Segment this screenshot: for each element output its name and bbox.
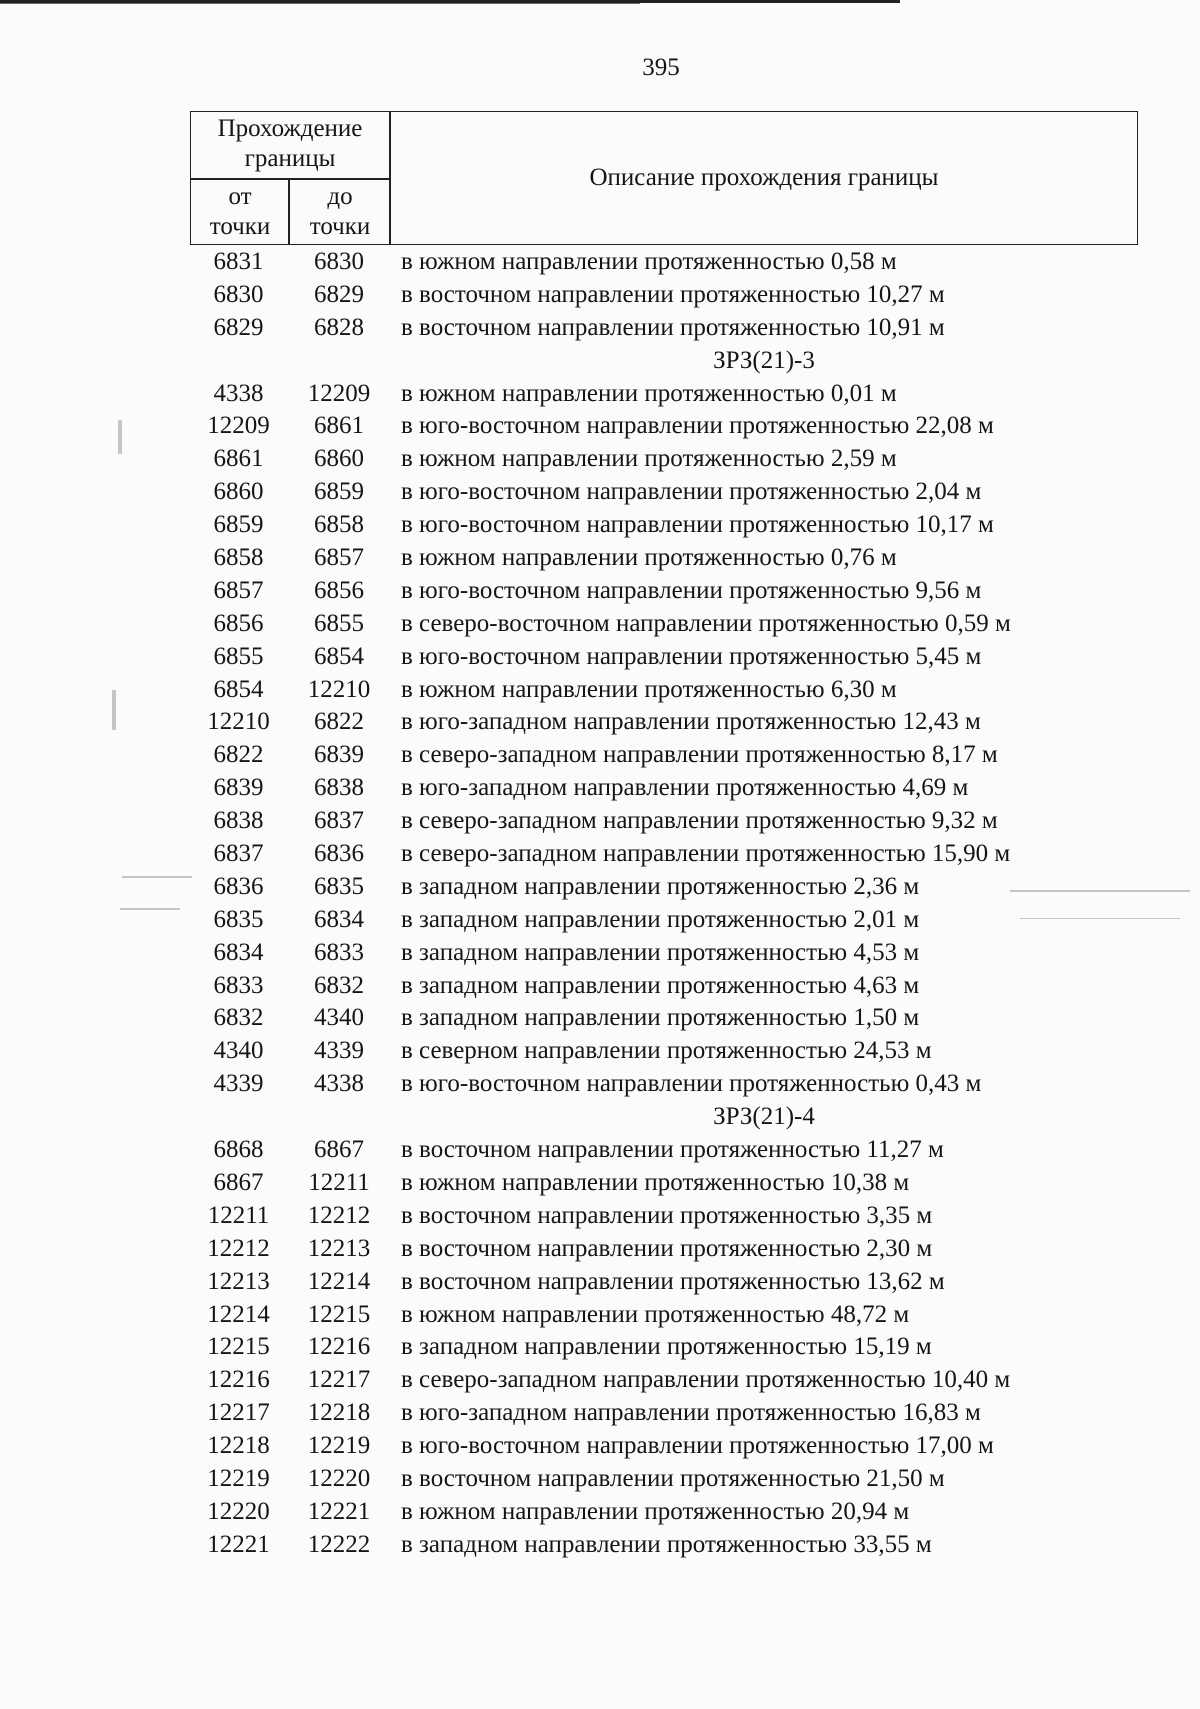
table-row <box>0 1034 1200 1067</box>
from-point-cell: 6856 <box>213 609 264 637</box>
from-point-cell: 6855 <box>213 642 264 670</box>
table-row <box>0 1265 1200 1298</box>
header-divider <box>288 178 290 245</box>
from-point-cell: 6833 <box>213 971 264 999</box>
description-cell: в западном направлении протяженностью 15,19 м <box>401 1333 932 1361</box>
to-point-cell: 4338 <box>314 1070 364 1098</box>
table-row <box>0 1067 1200 1100</box>
from-point-cell: 6830 <box>213 280 264 308</box>
table-row <box>0 804 1200 837</box>
section-title: ЗРЗ(21)-4 <box>713 1103 815 1131</box>
from-point-cell: 12218 <box>207 1432 270 1460</box>
table-row <box>0 705 1200 738</box>
table-row <box>0 278 1200 311</box>
to-point-cell: 6858 <box>314 511 364 539</box>
to-point-cell: 12214 <box>307 1267 371 1295</box>
from-point-cell: 6837 <box>213 840 264 868</box>
table-row <box>0 1199 1200 1232</box>
table-row <box>0 442 1200 475</box>
to-point-cell: 4339 <box>314 1037 364 1065</box>
table-row <box>0 1363 1200 1396</box>
to-point-cell: 12217 <box>307 1366 371 1394</box>
table-row <box>0 1429 1200 1462</box>
description-cell: в северо-западном направлении протяженностью 15,90 м <box>401 840 1011 868</box>
section-heading-row <box>0 344 1200 377</box>
description-cell: в северо-восточном направлении протяженностью 0,59 м <box>401 609 1011 637</box>
table-row <box>0 1166 1200 1199</box>
table-row <box>0 837 1200 870</box>
table-row <box>0 1528 1200 1561</box>
description-cell: в северо-западном направлении протяженностью 9,32 м <box>401 807 998 835</box>
header-from: от точки <box>209 183 271 240</box>
table-row <box>0 771 1200 804</box>
to-point-cell: 6854 <box>314 642 364 670</box>
to-point-cell: 12212 <box>307 1201 371 1229</box>
description-cell: в западном направлении протяженностью 2,01 м <box>401 905 920 933</box>
from-point-cell: 6867 <box>213 1168 264 1196</box>
table-row <box>0 936 1200 969</box>
description-cell: в южном направлении протяженностью 0,76 м <box>401 544 897 572</box>
scan-artifact <box>1010 890 1190 892</box>
to-point-cell: 12222 <box>307 1530 371 1558</box>
table-row <box>0 1133 1200 1166</box>
to-point-cell: 6861 <box>314 412 364 440</box>
to-point-cell: 12220 <box>307 1464 371 1492</box>
table-row <box>0 1298 1200 1331</box>
header-description: Описание прохождения границы <box>589 164 939 191</box>
from-point-cell: 12221 <box>207 1530 270 1558</box>
from-point-cell: 6835 <box>213 905 264 933</box>
description-cell: в восточном направлении протяженностью 10,91 м <box>401 313 945 341</box>
to-point-cell: 6855 <box>314 609 364 637</box>
from-point-cell: 12214 <box>207 1300 270 1328</box>
description-cell: в юго-восточном направлении протяженностью 9,56 м <box>401 576 982 604</box>
description-cell: в северном направлении протяженностью 24,53 м <box>401 1037 932 1065</box>
to-point-cell: 6835 <box>314 872 364 900</box>
boundary-table-body <box>0 245 1200 1561</box>
to-point-cell: 12221 <box>307 1497 371 1525</box>
scan-artifact <box>122 876 192 878</box>
table-row <box>0 738 1200 771</box>
to-point-cell: 6833 <box>314 938 364 966</box>
table-row <box>0 1495 1200 1528</box>
to-point-cell: 12210 <box>307 675 371 703</box>
description-cell: в восточном направлении протяженностью 10,27 м <box>401 280 945 308</box>
description-cell: в западном направлении протяженностью 4,63 м <box>401 971 920 999</box>
table-row <box>0 1330 1200 1363</box>
scan-artifact <box>1020 918 1180 919</box>
description-cell: в юго-восточном направлении протяженностью 0,43 м <box>401 1070 982 1098</box>
description-cell: в восточном направлении протяженностью 3,35 м <box>401 1201 933 1229</box>
table-row <box>0 245 1200 278</box>
table-row <box>0 1462 1200 1495</box>
scan-top-edge-line <box>0 3 640 4</box>
section-heading-row <box>0 1100 1200 1133</box>
description-cell: в западном направлении протяженностью 1,50 м <box>401 1004 920 1032</box>
description-cell: в восточном направлении протяженностью 11,27 м <box>401 1136 944 1164</box>
from-point-cell: 12219 <box>207 1464 270 1492</box>
table-row <box>0 1232 1200 1265</box>
description-cell: в южном направлении протяженностью 2,59 м <box>401 445 897 473</box>
from-point-cell: 6858 <box>213 544 264 572</box>
table-row <box>0 870 1200 903</box>
description-cell: в северо-западном направлении протяженностью 10,40 м <box>401 1366 1011 1394</box>
from-point-cell: 12215 <box>207 1333 270 1361</box>
from-point-cell: 12213 <box>207 1267 270 1295</box>
table-row <box>0 673 1200 706</box>
header-passage: Прохождение границы <box>217 115 363 172</box>
description-cell: в юго-восточном направлении протяженностью 22,08 м <box>401 412 994 440</box>
description-cell: в западном направлении протяженностью 4,53 м <box>401 938 920 966</box>
from-point-cell: 6832 <box>213 1004 264 1032</box>
description-cell: в юго-восточном направлении протяженностью 10,17 м <box>401 511 994 539</box>
table-row <box>0 969 1200 1002</box>
description-cell: в западном направлении протяженностью 33,55 м <box>401 1530 932 1558</box>
description-cell: в южном направлении протяженностью 0,58 м <box>401 248 897 275</box>
table-row <box>0 640 1200 673</box>
from-point-cell: 12217 <box>207 1399 270 1427</box>
from-point-cell: 6829 <box>213 313 264 341</box>
from-point-cell: 6839 <box>213 774 264 802</box>
table-row <box>0 1396 1200 1429</box>
description-cell: в восточном направлении протяженностью 2,30 м <box>401 1234 933 1262</box>
description-cell: в юго-западном направлении протяженностью 4,69 м <box>401 774 969 802</box>
from-point-cell: 6857 <box>213 576 264 604</box>
table-row <box>0 1001 1200 1034</box>
from-point-cell: 12211 <box>207 1201 270 1229</box>
to-point-cell: 6829 <box>314 280 364 308</box>
table-row <box>0 475 1200 508</box>
to-point-cell: 6838 <box>314 774 364 802</box>
to-point-cell: 12213 <box>307 1234 371 1262</box>
to-point-cell: 6834 <box>314 905 364 933</box>
header-to: до точки <box>309 183 371 240</box>
to-point-cell: 6832 <box>314 971 364 999</box>
section-title: ЗРЗ(21)-3 <box>713 346 815 374</box>
description-cell: в южном направлении протяженностью 48,72 м <box>401 1300 910 1328</box>
table-row <box>0 377 1200 410</box>
from-point-cell: 6822 <box>213 741 264 769</box>
to-point-cell: 6860 <box>314 445 364 473</box>
table-row <box>0 541 1200 574</box>
description-cell: в восточном направлении протяженностью 13,62 м <box>401 1267 945 1295</box>
table-row <box>0 508 1200 541</box>
from-point-cell: 12210 <box>207 708 270 736</box>
from-point-cell: 6838 <box>213 807 264 835</box>
to-point-cell: 6837 <box>314 807 364 835</box>
scan-artifact <box>118 420 122 454</box>
description-cell: в южном направлении протяженностью 10,38 м <box>401 1168 910 1196</box>
from-point-cell: 4338 <box>213 379 264 407</box>
from-point-cell: 6831 <box>213 248 264 275</box>
description-cell: в юго-восточном направлении протяженностью 5,45 м <box>401 642 982 670</box>
from-point-cell: 6868 <box>213 1136 264 1164</box>
to-point-cell: 12209 <box>307 379 371 407</box>
from-point-cell: 6836 <box>213 872 264 900</box>
from-point-cell: 12216 <box>207 1366 270 1394</box>
from-point-cell: 6834 <box>213 938 264 966</box>
description-cell: в северо-западном направлении протяженностью 8,17 м <box>401 741 998 769</box>
from-point-cell: 6860 <box>213 478 264 506</box>
from-point-cell: 4339 <box>213 1070 264 1098</box>
to-point-cell: 6828 <box>314 313 364 341</box>
table-row <box>0 607 1200 640</box>
description-cell: в юго-восточном направлении протяженностью 17,00 м <box>401 1432 994 1460</box>
scan-artifact <box>120 908 180 910</box>
to-point-cell: 6839 <box>314 741 364 769</box>
to-point-cell: 6867 <box>314 1136 364 1164</box>
to-point-cell: 6830 <box>314 248 364 275</box>
to-point-cell: 12211 <box>308 1168 370 1196</box>
from-point-cell: 12212 <box>207 1234 270 1262</box>
page-number: 395 <box>642 54 680 81</box>
table-row <box>0 409 1200 442</box>
to-point-cell: 4340 <box>314 1004 364 1032</box>
description-cell: в юго-восточном направлении протяженностью 2,04 м <box>401 478 982 506</box>
description-cell: в западном направлении протяженностью 2,36 м <box>401 872 920 900</box>
table-row <box>0 311 1200 344</box>
to-point-cell: 12215 <box>307 1300 371 1328</box>
to-point-cell: 12219 <box>307 1432 371 1460</box>
description-cell: в южном направлении протяженностью 20,94 м <box>401 1497 910 1525</box>
to-point-cell: 6859 <box>314 478 364 506</box>
description-cell: в южном направлении протяженностью 0,01 м <box>401 379 897 407</box>
to-point-cell: 6857 <box>314 544 364 572</box>
description-cell: в восточном направлении протяженностью 21,50 м <box>401 1464 945 1492</box>
from-point-cell: 12209 <box>207 412 270 440</box>
to-point-cell: 6822 <box>314 708 364 736</box>
to-point-cell: 12216 <box>307 1333 371 1361</box>
scan-artifact <box>112 690 116 730</box>
to-point-cell: 6836 <box>314 840 364 868</box>
header-divider <box>190 178 390 180</box>
from-point-cell: 4340 <box>213 1037 264 1065</box>
table-row <box>0 903 1200 936</box>
description-cell: в юго-западном направлении протяженностью 16,83 м <box>401 1399 981 1427</box>
to-point-cell: 12218 <box>307 1399 371 1427</box>
table-row <box>0 574 1200 607</box>
description-cell: в южном направлении протяженностью 6,30 м <box>401 675 897 703</box>
from-point-cell: 6854 <box>213 675 264 703</box>
description-cell: в юго-западном направлении протяженностью 12,43 м <box>401 708 981 736</box>
to-point-cell: 6856 <box>314 576 364 604</box>
from-point-cell: 6859 <box>213 511 264 539</box>
from-point-cell: 12220 <box>207 1497 270 1525</box>
from-point-cell: 6861 <box>213 445 264 473</box>
